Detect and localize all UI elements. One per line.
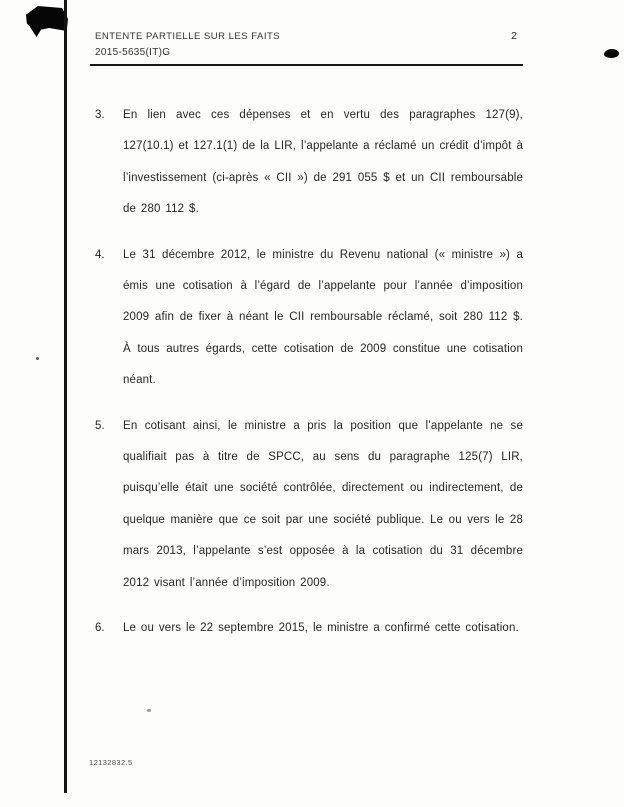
- page-number: 2: [511, 30, 517, 42]
- document-footer: [89, 752, 133, 770]
- paragraph-text: En cotisant ainsi, le ministre a pris la position que l’appelante ne se qualifiait pas à titre de SPCC, au sens du paragraphe 125(7) LIR, puisqu’elle était une société contrôlée, directement ou indirectement, de quelque manière que ce soit par une société publique. Le ou vers le 28 mars 2013, l’appelante s’est opposée à la cotisation du 31 décembre 2012 visant l’année d’imposition 2009.: [123, 419, 523, 589]
- paragraph-text: En lien avec ces dépenses et en vertu des paragraphes 127(9), 127(10.1) et 127.1(1) de la LIR, l’appelante a réclamé un crédit d’impôt à l’investissement (ci-après « CII ») de 291 055 $ et un CII remboursable de 280 112 $.: [123, 109, 523, 216]
- scan-artifact-left-line: [64, 0, 67, 793]
- paragraph-number: 5.: [95, 419, 105, 432]
- docket-number: 2015-5635(IT)G: [95, 47, 171, 58]
- paragraph-text: Le ou vers le 22 septembre 2015, le ministre a confirmé cette cotisation.: [123, 622, 519, 635]
- paragraph-3: [95, 100, 523, 226]
- scan-artifact-dot: [36, 357, 39, 360]
- scan-artifact-smudge: [147, 709, 151, 712]
- paragraph-number: 4.: [95, 248, 105, 261]
- paragraph-4: [95, 240, 523, 397]
- scan-artifact-right-mark: [604, 49, 619, 58]
- paragraph-number: 6.: [95, 622, 105, 635]
- paragraph-number: 3.: [95, 109, 105, 121]
- paragraph-5: [95, 411, 523, 599]
- document-header: [90, 30, 523, 66]
- paragraph-text: Le 31 décembre 2012, le ministre du Revenu national (« ministre ») a émis une cotisation à l’égard de l’appelante pour l’année d’imposition 2009 afin de fixer à néant le CII remboursable réclamé, soit 280 112 $. À tous autres égards, cette cotisation de 2009 constitue une cotisation néant.: [123, 248, 523, 387]
- header-row: [90, 30, 523, 42]
- document-title: ENTENTE PARTIELLE SUR LES FAITS: [95, 31, 281, 42]
- document-body: [95, 100, 523, 659]
- header-rule: [90, 64, 523, 66]
- document-id-stamp: 12132832.5: [89, 758, 133, 767]
- paragraph-6: [95, 613, 523, 644]
- scan-artifact-corner-tail: [30, 27, 42, 37]
